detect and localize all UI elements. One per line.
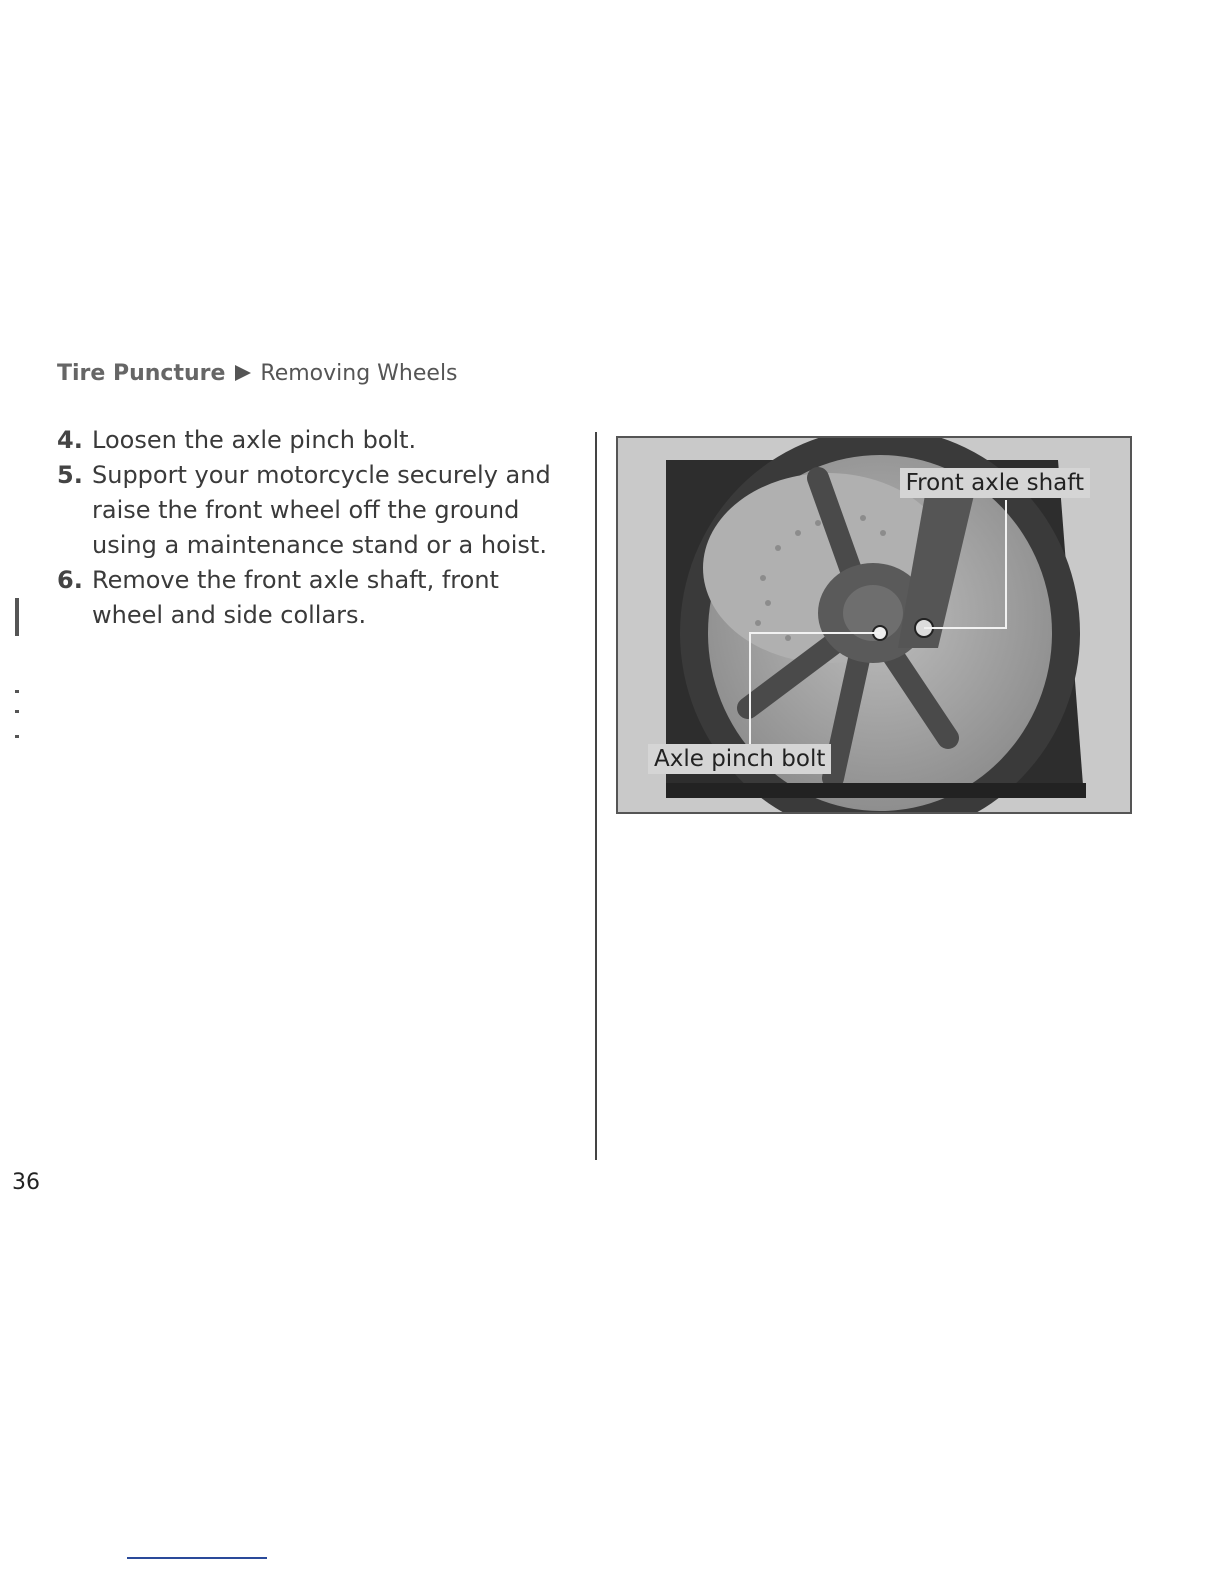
step-text: Loosen the axle pinch bolt. (92, 426, 417, 454)
step-6 (57, 563, 577, 633)
breadcrumb-arrow-icon (235, 365, 251, 381)
wheel-illustration (616, 436, 1132, 814)
edge-mark (15, 690, 19, 693)
step-5 (57, 458, 577, 563)
breadcrumb-current: Removing Wheels (260, 360, 458, 386)
column-divider (595, 432, 597, 1160)
step-text: Remove the front axle shaft, front wheel and side collars. (92, 566, 499, 629)
footer-underline (127, 1557, 267, 1559)
callout-axle-pinch-bolt: Axle pinch bolt (648, 744, 831, 774)
callout-front-axle-shaft: Front axle shaft (900, 468, 1090, 498)
instruction-steps (57, 423, 577, 633)
step-number: 5. (57, 461, 83, 489)
step-number: 6. (57, 566, 83, 594)
breadcrumb (57, 358, 458, 388)
breadcrumb-parent: Tire Puncture (57, 360, 226, 386)
edge-mark (15, 710, 19, 713)
edge-mark (15, 598, 19, 636)
page-number: 36 (12, 1170, 40, 1195)
edge-mark (15, 735, 19, 738)
step-4 (57, 423, 577, 458)
step-text: Support your motorcycle securely and raise the front wheel off the ground using a maintenance stand or a hoist. (92, 461, 551, 559)
step-number: 4. (57, 426, 83, 454)
